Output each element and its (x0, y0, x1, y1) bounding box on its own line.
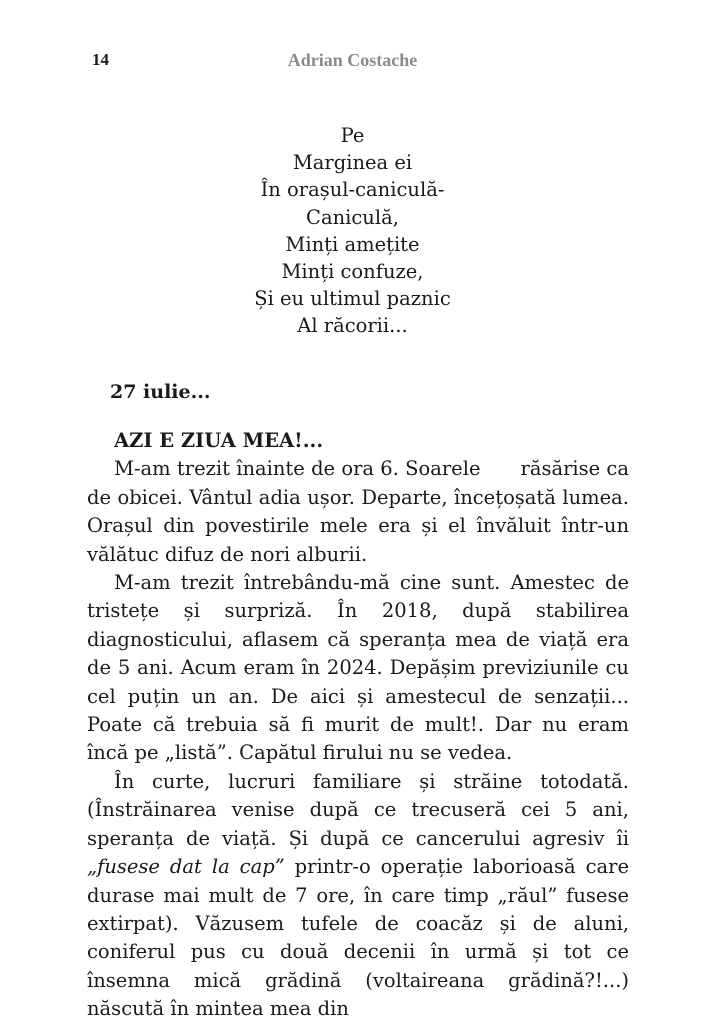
poem-line: În orașul-caniculă- (260, 178, 445, 202)
poem-line: Minți confuze, (281, 260, 424, 284)
paragraph-2: M-am trezit întrebându-mă cine sunt. Amestec de tristețe și surpriză. În 2018, după stabilirea diagnosticului, aflasem că speranța mea de viață era de 5 ani. Acum eram în 2024. Depășim previziunile cu cel puțin un an. De aici și amestecul de senzații... Poate că trebuia să fi murit de mult!. Dar nu eram încă pe „listă”. Capătul firului nu se vedea. (87, 571, 629, 765)
poem-line: Al răcorii... (297, 314, 408, 338)
body-text (87, 427, 629, 1024)
poem-line: Pe (340, 124, 365, 147)
paragraph-1 (87, 455, 629, 569)
paragraph-3-part-a: În curte, lucruri familiare și străine totodată. (Înstrăinarea venise după ce trecuseră cei 5 ani, speranța de viață. Și după ce cancerului agresiv îi (87, 769, 629, 850)
paragraph-1-rest: răsărise ca de obicei. Vântul adia ușor. Departe, încețoșată lumea. Orașul din povestirile mele era și el învăluit într-un vălătuc difuz de nori alburii. (87, 457, 629, 566)
paragraph-1-start: M-am trezit înainte de ora 6. Soarele (114, 457, 481, 481)
poem-line: Caniculă, (306, 205, 399, 229)
poem (0, 122, 705, 340)
running-head-author: Adrian Costache (287, 50, 418, 70)
poem-line: Și eu ultimul paznic (254, 287, 451, 311)
date-heading: 27 iulie... (110, 381, 211, 403)
paragraph-3-part-b: printr-o operație laborioasă care durase mai mult de 7 ore, în care timp „răul” fusese extirpat). Văzusem tufele de coacăz și de aluni, coniferul pus cu două decenii în urmă și tot ce însemna mică grădină (voltaireana grădină?!...) născută în mintea mea din (87, 855, 629, 1021)
section-title: AZI E ZIUA MEA!... (114, 429, 324, 452)
page-number: 14 (92, 50, 109, 69)
poem-line: Marginea ei (292, 151, 413, 175)
paragraph-3 (87, 768, 629, 1024)
paragraph-3-italic-quote: „fusese dat la cap” (87, 855, 285, 879)
poem-line: Minți amețite (285, 232, 420, 256)
